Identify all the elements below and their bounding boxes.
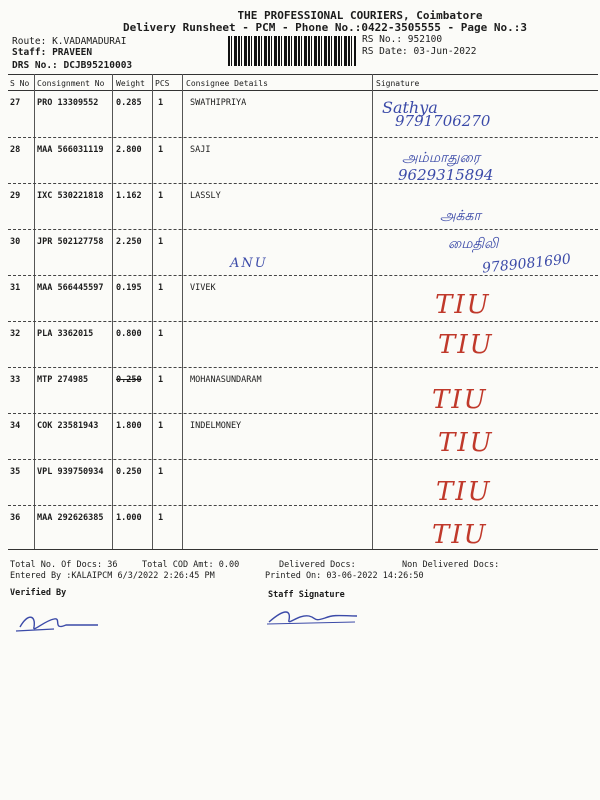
handwritten-signature: மைதிலி xyxy=(448,236,499,252)
entered-by: Entered By :KALAIPCM 6/3/2022 2:26:45 PM xyxy=(10,571,215,581)
handwritten-note: ANU xyxy=(230,256,268,271)
col-header-pcs: PCS xyxy=(155,79,170,88)
row-consignment: MTP 274985 xyxy=(37,375,89,385)
row-weight: 1.800 xyxy=(116,421,142,431)
row-consignment: PRO 13309552 xyxy=(37,98,99,108)
row-pcs: 1 xyxy=(158,421,164,431)
printed-on: Printed On: 03-06-2022 14:26:50 xyxy=(265,571,424,581)
col-divider xyxy=(182,74,183,549)
row-weight: 1.162 xyxy=(116,191,142,201)
route-value: K.VADAMADURAI xyxy=(52,36,127,47)
company-title: THE PROFESSIONAL COURIERS, Coimbatore xyxy=(237,9,483,22)
row-sno: 33 xyxy=(10,375,21,385)
total-docs: Total No. Of Docs: 36 xyxy=(10,560,118,570)
row-pcs: 1 xyxy=(158,283,164,293)
row-divider xyxy=(8,275,598,276)
table-top-rule xyxy=(8,74,598,75)
handwritten-signature: Sathya xyxy=(382,98,438,117)
row-pcs: 1 xyxy=(158,98,164,108)
rs-no-value: 952100 xyxy=(407,34,443,45)
drs-value: DCJB95210003 xyxy=(63,60,133,71)
handwritten-signature: TIU xyxy=(438,330,494,360)
row-pcs: 1 xyxy=(158,375,164,385)
handwritten-phone: 9791706270 xyxy=(395,112,491,130)
row-divider xyxy=(8,459,598,460)
route-line: Route: K.VADAMADURAI xyxy=(12,36,127,47)
handwritten-signature: அம்மாதுரை xyxy=(402,150,481,166)
row-sno: 27 xyxy=(10,98,21,108)
row-weight: 1.000 xyxy=(116,513,142,523)
row-weight: 0.285 xyxy=(116,98,142,108)
row-consignee: SWATHIPRIYA xyxy=(190,98,247,108)
row-consignment: IXC 530221818 xyxy=(37,191,104,201)
col-header-signature: Signature xyxy=(376,79,420,88)
handwritten-signature: TIU xyxy=(436,477,492,507)
total-cod: Total COD Amt: 0.00 xyxy=(142,560,240,570)
row-consignment: COK 23581943 xyxy=(37,421,99,431)
row-divider xyxy=(8,137,598,138)
col-header-sno: S No xyxy=(10,79,30,88)
handwritten-signature: அக்கா xyxy=(440,208,481,224)
row-divider xyxy=(8,229,598,230)
staff-signature-label: Staff Signature xyxy=(268,590,345,600)
rs-no-line: RS No.: 952100 xyxy=(362,34,443,45)
handwritten-signature: TIU xyxy=(435,290,491,320)
row-weight: 0.800 xyxy=(116,329,142,339)
row-sno: 30 xyxy=(10,237,21,247)
table-bottom-rule xyxy=(8,549,598,550)
staff-signature xyxy=(265,602,365,630)
handwritten-signature: TIU xyxy=(438,428,494,458)
row-consignment: PLA 3362015 xyxy=(37,329,94,339)
verified-by-label: Verified By xyxy=(10,588,67,598)
row-consignment: MAA 566031119 xyxy=(37,145,104,155)
handwritten-phone: 9629315894 xyxy=(398,166,494,184)
row-divider xyxy=(8,367,598,368)
row-sno: 36 xyxy=(10,513,21,523)
row-pcs: 1 xyxy=(158,237,164,247)
row-consignee: SAJI xyxy=(190,145,211,155)
row-pcs: 1 xyxy=(158,145,164,155)
staff-line: Staff: PRAVEEN xyxy=(12,47,93,58)
col-header-weight: Weight xyxy=(116,79,145,88)
row-divider xyxy=(8,183,598,184)
row-sno: 35 xyxy=(10,467,21,477)
row-sno: 31 xyxy=(10,283,21,293)
row-consignee: MOHANASUNDARAM xyxy=(190,375,262,385)
col-header-consignee: Consignee Details xyxy=(186,79,268,88)
row-pcs: 1 xyxy=(158,513,164,523)
rs-date-value: 03-Jun-2022 xyxy=(413,46,477,57)
row-consignment: MAA 566445597 xyxy=(37,283,104,293)
row-consignee: VIVEK xyxy=(190,283,216,293)
drs-line: DRS No.: DCJB95210003 xyxy=(12,60,133,71)
row-weight: 2.800 xyxy=(116,145,142,155)
row-consignment: MAA 292626385 xyxy=(37,513,104,523)
table-header-rule xyxy=(8,90,598,91)
row-weight: 0.250 xyxy=(116,375,142,385)
non-delivered-docs: Non Delivered Docs: xyxy=(402,560,500,570)
row-divider xyxy=(8,321,598,322)
barcode xyxy=(228,36,356,66)
row-consignment: VPL 939750934 xyxy=(37,467,104,477)
handwritten-phone: 9789081690 xyxy=(481,251,572,277)
row-sno: 34 xyxy=(10,421,21,431)
staff-value: PRAVEEN xyxy=(52,47,93,58)
row-sno: 28 xyxy=(10,145,21,155)
row-pcs: 1 xyxy=(158,329,164,339)
row-consignee: LASSLY xyxy=(190,191,221,201)
row-pcs: 1 xyxy=(158,191,164,201)
row-sno: 29 xyxy=(10,191,21,201)
row-divider xyxy=(8,505,598,506)
row-weight: 0.250 xyxy=(116,467,142,477)
row-divider xyxy=(8,413,598,414)
row-consignee: INDELMONEY xyxy=(190,421,242,431)
col-header-consignment: Consignment No xyxy=(37,79,105,88)
verified-by-signature xyxy=(14,605,104,637)
row-pcs: 1 xyxy=(158,467,164,477)
col-divider xyxy=(372,74,373,549)
row-weight: 0.195 xyxy=(116,283,142,293)
col-divider xyxy=(152,74,153,549)
handwritten-signature: TIU xyxy=(432,520,488,550)
col-divider xyxy=(112,74,113,549)
delivered-docs: Delivered Docs: xyxy=(279,560,356,570)
row-weight: 2.250 xyxy=(116,237,142,247)
row-sno: 32 xyxy=(10,329,21,339)
row-consignment: JPR 502127758 xyxy=(37,237,104,247)
runsheet-subtitle: Delivery Runsheet - PCM - Phone No.:0422-3505555 - Page No.:3 xyxy=(123,21,527,34)
rs-date-line: RS Date: 03-Jun-2022 xyxy=(362,46,477,57)
col-divider xyxy=(34,74,35,549)
handwritten-signature: TIU xyxy=(432,385,488,415)
